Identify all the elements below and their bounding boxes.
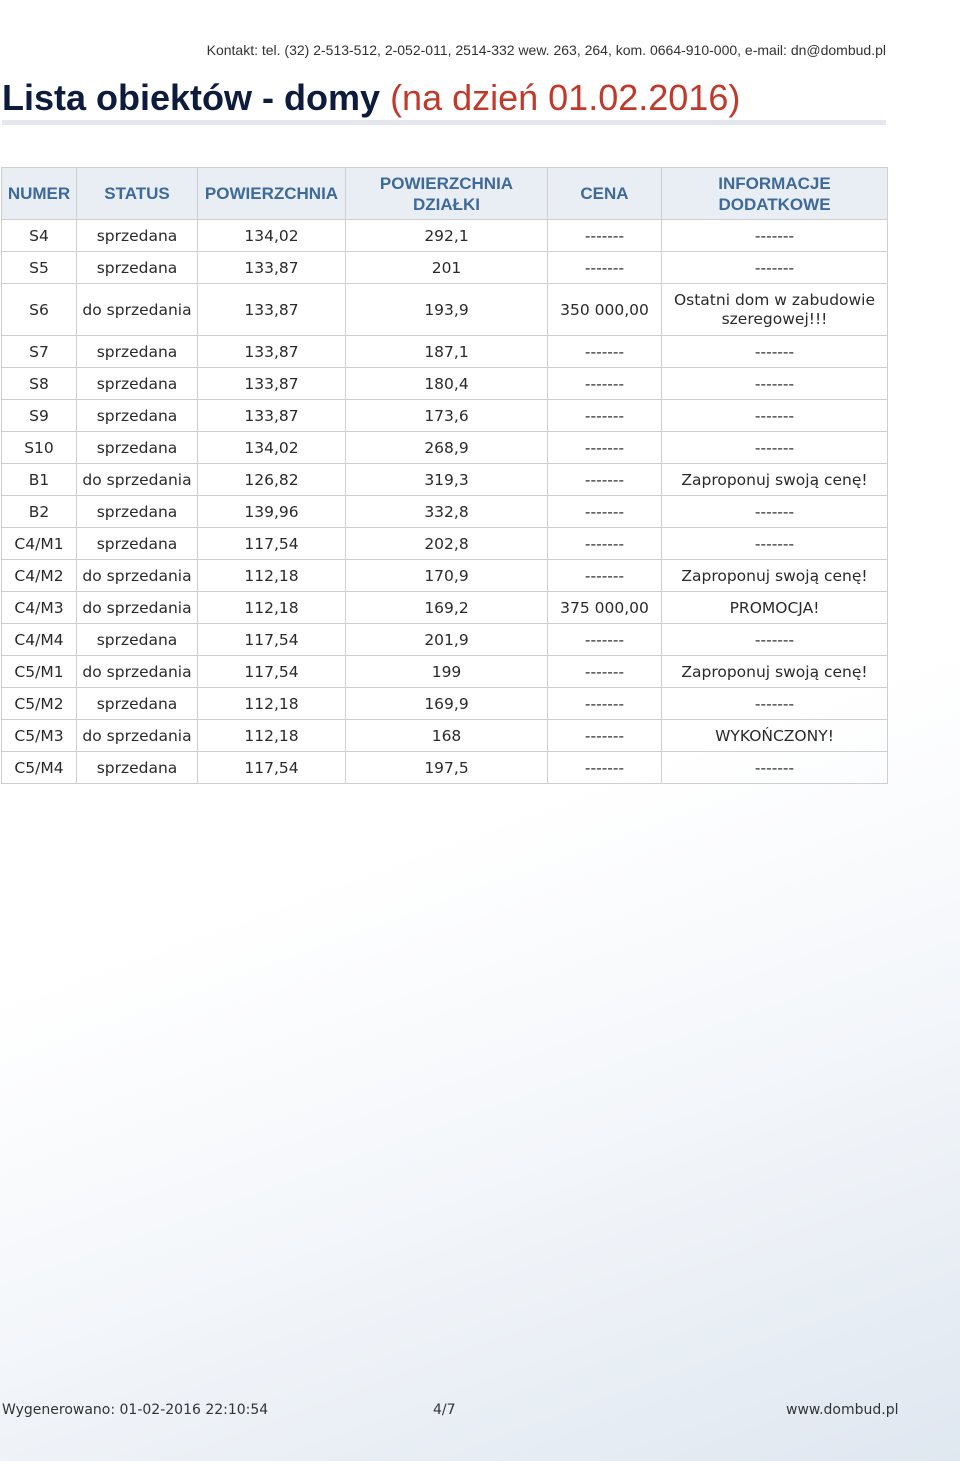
cell-status: sprzedana (77, 752, 198, 784)
cell-area: 117,54 (198, 752, 346, 784)
cell-plot-area: 268,9 (346, 432, 548, 464)
cell-price: ------- (548, 496, 662, 528)
cell-price: ------- (548, 220, 662, 252)
cell-info: ------- (662, 252, 888, 284)
table-row (2, 432, 888, 464)
cell-number: S6 (2, 284, 77, 336)
cell-area: 112,18 (198, 720, 346, 752)
cell-plot-area: 180,4 (346, 368, 548, 400)
cell-plot-area: 169,2 (346, 592, 548, 624)
cell-number: C5/M1 (2, 656, 77, 688)
column-header-plot-area: POWIERZCHNIA DZIAŁKI (346, 168, 548, 220)
cell-number: C4/M1 (2, 528, 77, 560)
column-header-number: NUMER (2, 168, 77, 220)
cell-info: ------- (662, 400, 888, 432)
cell-number: C5/M2 (2, 688, 77, 720)
cell-status: do sprzedania (77, 656, 198, 688)
cell-price: ------- (548, 336, 662, 368)
cell-plot-area: 199 (346, 656, 548, 688)
table-row (2, 464, 888, 496)
column-header-additional-info: INFORMACJE DODATKOWE (662, 168, 888, 220)
cell-price: ------- (548, 464, 662, 496)
cell-plot-area: 332,8 (346, 496, 548, 528)
footer-website-link[interactable]: www.dombud.pl (786, 1402, 899, 1418)
page-title-date: (na dzień 01.02.2016) (390, 77, 741, 118)
cell-price: ------- (548, 560, 662, 592)
cell-status: sprzedana (77, 368, 198, 400)
cell-number: C4/M2 (2, 560, 77, 592)
cell-area: 117,54 (198, 528, 346, 560)
cell-plot-area: 292,1 (346, 220, 548, 252)
cell-number: S4 (2, 220, 77, 252)
table-row (2, 368, 888, 400)
table-header-row (2, 168, 888, 220)
cell-price: ------- (548, 688, 662, 720)
cell-area: 117,54 (198, 656, 346, 688)
cell-plot-area: 201 (346, 252, 548, 284)
cell-info: PROMOCJA! (662, 592, 888, 624)
cell-price: 375 000,00 (548, 592, 662, 624)
table-row (2, 284, 888, 336)
cell-area: 112,18 (198, 688, 346, 720)
cell-price: ------- (548, 432, 662, 464)
table-row (2, 400, 888, 432)
column-header-area: POWIERZCHNIA (198, 168, 346, 220)
title-underline (2, 120, 886, 125)
cell-plot-area: 201,9 (346, 624, 548, 656)
cell-area: 133,87 (198, 368, 346, 400)
cell-info: ------- (662, 688, 888, 720)
cell-number: S8 (2, 368, 77, 400)
cell-status: sprzedana (77, 400, 198, 432)
cell-info: ------- (662, 528, 888, 560)
cell-info: ------- (662, 220, 888, 252)
cell-price: 350 000,00 (548, 284, 662, 336)
cell-area: 133,87 (198, 400, 346, 432)
cell-number: S10 (2, 432, 77, 464)
table-row (2, 220, 888, 252)
cell-plot-area: 319,3 (346, 464, 548, 496)
cell-number: B2 (2, 496, 77, 528)
cell-plot-area: 170,9 (346, 560, 548, 592)
cell-info: ------- (662, 496, 888, 528)
cell-status: sprzedana (77, 432, 198, 464)
cell-price: ------- (548, 656, 662, 688)
cell-price: ------- (548, 400, 662, 432)
cell-status: sprzedana (77, 220, 198, 252)
cell-plot-area: 187,1 (346, 336, 548, 368)
cell-price: ------- (548, 624, 662, 656)
cell-status: do sprzedania (77, 592, 198, 624)
table-row (2, 560, 888, 592)
cell-area: 117,54 (198, 624, 346, 656)
page-title (2, 76, 882, 120)
cell-status: sprzedana (77, 624, 198, 656)
cell-status: sprzedana (77, 528, 198, 560)
cell-area: 134,02 (198, 220, 346, 252)
table-row (2, 252, 888, 284)
table-row (2, 496, 888, 528)
column-header-price: CENA (548, 168, 662, 220)
cell-price: ------- (548, 252, 662, 284)
cell-area: 133,87 (198, 336, 346, 368)
table-row (2, 752, 888, 784)
cell-status: sprzedana (77, 252, 198, 284)
cell-area: 133,87 (198, 252, 346, 284)
table-row (2, 656, 888, 688)
page-title-main: Lista obiektów - domy (2, 77, 381, 118)
objects-table (1, 167, 888, 784)
cell-status: do sprzedania (77, 720, 198, 752)
table-row (2, 336, 888, 368)
table-row (2, 624, 888, 656)
cell-info: Ostatni dom w zabudowie szeregowej!!! (662, 284, 888, 336)
cell-plot-area: 202,8 (346, 528, 548, 560)
table-row (2, 688, 888, 720)
cell-price: ------- (548, 752, 662, 784)
cell-number: C4/M4 (2, 624, 77, 656)
cell-area: 139,96 (198, 496, 346, 528)
table-row (2, 528, 888, 560)
cell-plot-area: 193,9 (346, 284, 548, 336)
table-row (2, 592, 888, 624)
column-header-status: STATUS (77, 168, 198, 220)
table-row (2, 720, 888, 752)
cell-price: ------- (548, 720, 662, 752)
cell-info: ------- (662, 624, 888, 656)
cell-status: do sprzedania (77, 464, 198, 496)
cell-area: 133,87 (198, 284, 346, 336)
cell-info: ------- (662, 752, 888, 784)
cell-status: sprzedana (77, 496, 198, 528)
cell-info: ------- (662, 336, 888, 368)
cell-info: WYKOŃCZONY! (662, 720, 888, 752)
cell-area: 126,82 (198, 464, 346, 496)
cell-plot-area: 168 (346, 720, 548, 752)
cell-number: C5/M4 (2, 752, 77, 784)
cell-info: Zaproponuj swoją cenę! (662, 464, 888, 496)
cell-number: C4/M3 (2, 592, 77, 624)
cell-info: Zaproponuj swoją cenę! (662, 656, 888, 688)
cell-status: sprzedana (77, 336, 198, 368)
cell-area: 134,02 (198, 432, 346, 464)
cell-info: ------- (662, 368, 888, 400)
cell-status: sprzedana (77, 688, 198, 720)
footer-page-number: 4/7 (433, 1402, 456, 1418)
cell-plot-area: 169,9 (346, 688, 548, 720)
cell-status: do sprzedania (77, 284, 198, 336)
cell-number: C5/M3 (2, 720, 77, 752)
cell-info: Zaproponuj swoją cenę! (662, 560, 888, 592)
cell-price: ------- (548, 528, 662, 560)
cell-plot-area: 173,6 (346, 400, 548, 432)
cell-number: B1 (2, 464, 77, 496)
cell-area: 112,18 (198, 560, 346, 592)
cell-number: S9 (2, 400, 77, 432)
footer-generated-date: Wygenerowano: 01-02-2016 22:10:54 (2, 1402, 269, 1418)
cell-number: S7 (2, 336, 77, 368)
cell-plot-area: 197,5 (346, 752, 548, 784)
cell-number: S5 (2, 252, 77, 284)
cell-status: do sprzedania (77, 560, 198, 592)
cell-info: ------- (662, 432, 888, 464)
cell-area: 112,18 (198, 592, 346, 624)
cell-price: ------- (548, 368, 662, 400)
contact-line: Kontakt: tel. (32) 2-513-512, 2-052-011, 2514-332 wew. 263, 264, kom. 0664-910-000, e-mail: dn@dombud.pl (206, 42, 886, 58)
